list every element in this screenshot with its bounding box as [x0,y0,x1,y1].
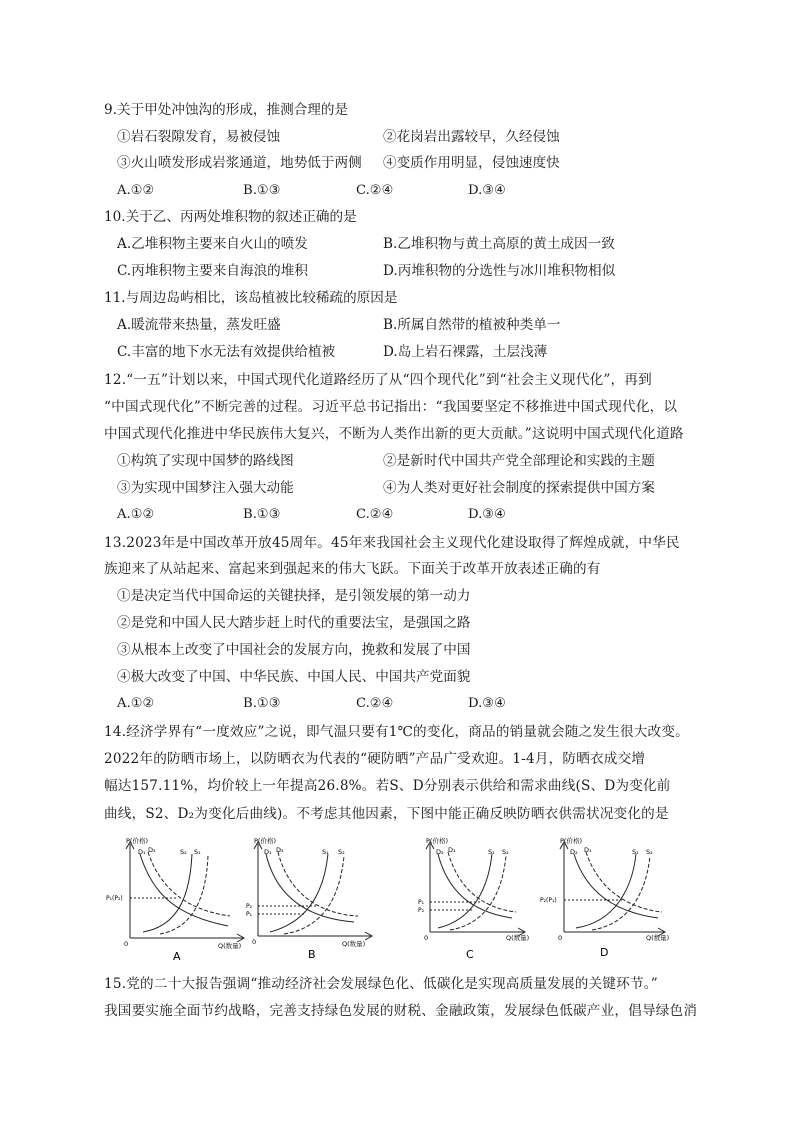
q11-option-a: A.暖流带来热量，蒸发旺盛 [117,317,281,333]
figure-a-y-axis: P(价格) [126,837,148,845]
q13-item-2: ②是党和中国人民大踏步赶上时代的重要法宝，是强国之路 [117,615,471,631]
question-11-stem: 11.与周边岛屿相比，该岛植被比较稀疏的原因是 [104,290,398,306]
figure-a-curve-4: S₁ [194,848,201,856]
q13-answer-d: D.③④ [468,696,506,711]
figure-b-curve-3: S₁ [322,848,329,856]
question-13-stem-line-2: 族迎来了从站起来、富起来到强起来的伟大飞跃。下面关于改革开放表述正确的有 [104,561,601,577]
figure-d-y-axis: P(价格) [560,837,582,845]
question-9-stem: 9.关于甲处冲蚀沟的形成，推测合理的是 [104,102,349,118]
figure-d-origin: 0 [558,934,563,942]
figure-c-curve-1: D₂ [436,848,444,856]
q12-item-2: ②是新时代中国共产党全部理论和实践的主题 [383,453,655,469]
figure-a-origin: 0 [124,940,129,948]
q13-item-4: ④极大改变了中国、中华民族、中国人民、中国共产党面貌 [117,669,471,685]
figure-d-graph [540,836,690,962]
question-12-stem-line-1: 12.“一五”计划以来，中国式现代化道路经历了从“四个现代化”到“社会主义现代化”，再到 [104,372,652,388]
q13-item-1: ①是决定当代中国命运的关键抉择，是引领发展的第一动力 [117,588,471,604]
figure-b-price-mark-2: P₁ [246,911,253,918]
figure-d-curve-4: S₂ [646,848,653,856]
question-14-stem-line-4: 曲线，S2、D₂为变化后曲线)。不考虑其他因素，下图中能正确反映防晒衣供需状况变化的是 [104,806,669,822]
q9-answer-a: A.①② [117,183,155,198]
figure-b-label: B [308,948,316,961]
question-14-stem-line-3: 幅达157.11%，均价较上一年提高26.8%。若S、D分别表示供给和需求曲线(S、D为变化前 [104,778,671,794]
figure-c-curve-2: D₁ [448,846,456,854]
q13-answer-c: C.②④ [356,696,394,711]
figure-a-curve-1: D₁ [138,848,146,856]
figure-c-graph [408,836,558,962]
question-10-stem: 10.关于乙、丙两处堆积物的叙述正确的是 [104,209,357,225]
figure-b-curve-1: D₁ [264,848,272,856]
question-12-stem-line-3: 中国式现代化推进中华民族伟大复兴，不断为人类作出新的更大贡献。”这说明中国式现代化道路 [104,426,684,442]
question-14-stem-line-1: 14.经济学界有“一度效应”之说，即气温只要有1℃的变化，商品的销量就会随之发生很大改变。 [104,724,689,740]
q12-item-1: ①构筑了实现中国梦的路线图 [117,453,294,469]
figure-c-price-mark-1: P₁ [418,899,425,906]
q12-answer-a: A.①② [117,507,155,522]
question-13-stem-line-1: 13.2023年是中国改革开放45周年。45年来我国社会主义现代化建设取得了辉煌成就，中华民 [104,535,680,551]
q12-answer-b: B.①③ [243,507,281,522]
supply-demand-figures [108,836,708,962]
q9-answer-c: C.②④ [356,183,394,198]
figure-d [540,836,690,962]
figure-d-x-axis: Q(数量) [646,934,670,942]
q10-option-d: D.丙堆积物的分选性与冰川堆积物相似 [383,263,616,279]
q13-item-3: ③从根本上改变了中国社会的发展方向，挽救和发展了中国 [117,642,471,658]
q9-answer-d: D.③④ [468,183,506,198]
figure-c-origin: 0 [424,934,429,942]
q12-item-3: ③为实现中国梦注入强大动能 [117,480,294,496]
q11-option-b: B.所属自然带的植被种类单一 [383,317,561,333]
q9-item-4: ④变质作用明显，侵蚀速度快 [383,155,560,171]
q9-item-1: ①岩石裂隙发育，易被侵蚀 [117,129,281,145]
figure-d-curve-1: D₂ [570,848,578,856]
figure-d-curve-2: D₁ [584,846,592,854]
figure-d-price-mark: P₂(P₁) [540,897,557,904]
figure-c-y-axis: P(价格) [426,837,448,845]
q12-answer-d: D.③④ [468,507,506,522]
q10-option-a: A.乙堆积物主要来自火山的喷发 [117,236,308,252]
figure-c [408,836,558,962]
figure-d-label: D [600,946,609,959]
figure-d-curve-3: S₁ [632,848,639,856]
question-12-stem-line-2: “中国式现代化”不断完善的过程。习近平总书记指出：“我国要坚定不移推进中国式现代化，以 [104,399,678,415]
q9-item-3: ③火山喷发形成岩浆通道，地势低于两侧 [117,155,362,171]
q13-answer-a: A.①② [117,696,155,711]
question-15-stem-line-2: 我国要实施全面节约战略，完善支持绿色发展的财税、金融政策，发展绿色低碳产业，倡导绿色消 [104,1003,698,1019]
question-15-stem-line-1: 15.党的二十大报告强调“推动经济社会发展绿色化、低碳化是实现高质量发展的关键环节。” [104,976,658,992]
figure-b-origin: 0 [252,938,257,946]
q12-item-4: ④为人类对更好社会制度的探索提供中国方案 [383,480,655,496]
figure-b-curve-2: D₂ [276,846,284,854]
q9-item-2: ②花岗岩出露较早，久经侵蚀 [383,129,560,145]
q12-answer-c: C.②④ [356,507,394,522]
q11-option-d: D.岛上岩石裸露，土层浅薄 [383,344,548,360]
figure-a-curve-2: D₂ [148,846,156,854]
q11-option-c: C.丰富的地下水无法有效提供给植被 [117,344,336,360]
q10-option-b: B.乙堆积物与黄土高原的黄土成因一致 [383,236,615,252]
question-14-stem-line-2: 2022年的防晒市场上，以防晒衣为代表的“硬防晒”产品广受欢迎。1-4月，防晒衣成交增 [104,751,646,767]
figure-a-x-axis: Q(数量) [218,942,242,950]
figure-b [236,836,386,962]
q13-answer-b: B.①③ [243,696,281,711]
figure-b-y-axis: P(价格) [254,837,276,845]
q9-answer-b: B.①③ [243,183,281,198]
figure-b-x-axis: Q(数量) [342,940,366,948]
figure-b-curve-4: S₂ [338,848,345,856]
figure-b-price-mark-1: P₂ [246,903,253,910]
figure-c-curve-4: S₂ [502,848,509,856]
figure-a-curve-3: S₂ [180,848,187,856]
figure-c-x-axis: Q(数量) [506,934,530,942]
figure-c-curve-3: S₁ [488,848,495,856]
figure-c-price-mark-2: P₂ [418,907,425,914]
figure-a-price-mark: P₁(P₂) [106,895,123,902]
q10-option-c: C.丙堆积物主要来自海浪的堆积 [117,263,308,279]
figure-c-label: C [466,948,474,961]
figure-b-graph [236,836,386,962]
figure-a-label: A [173,950,181,963]
